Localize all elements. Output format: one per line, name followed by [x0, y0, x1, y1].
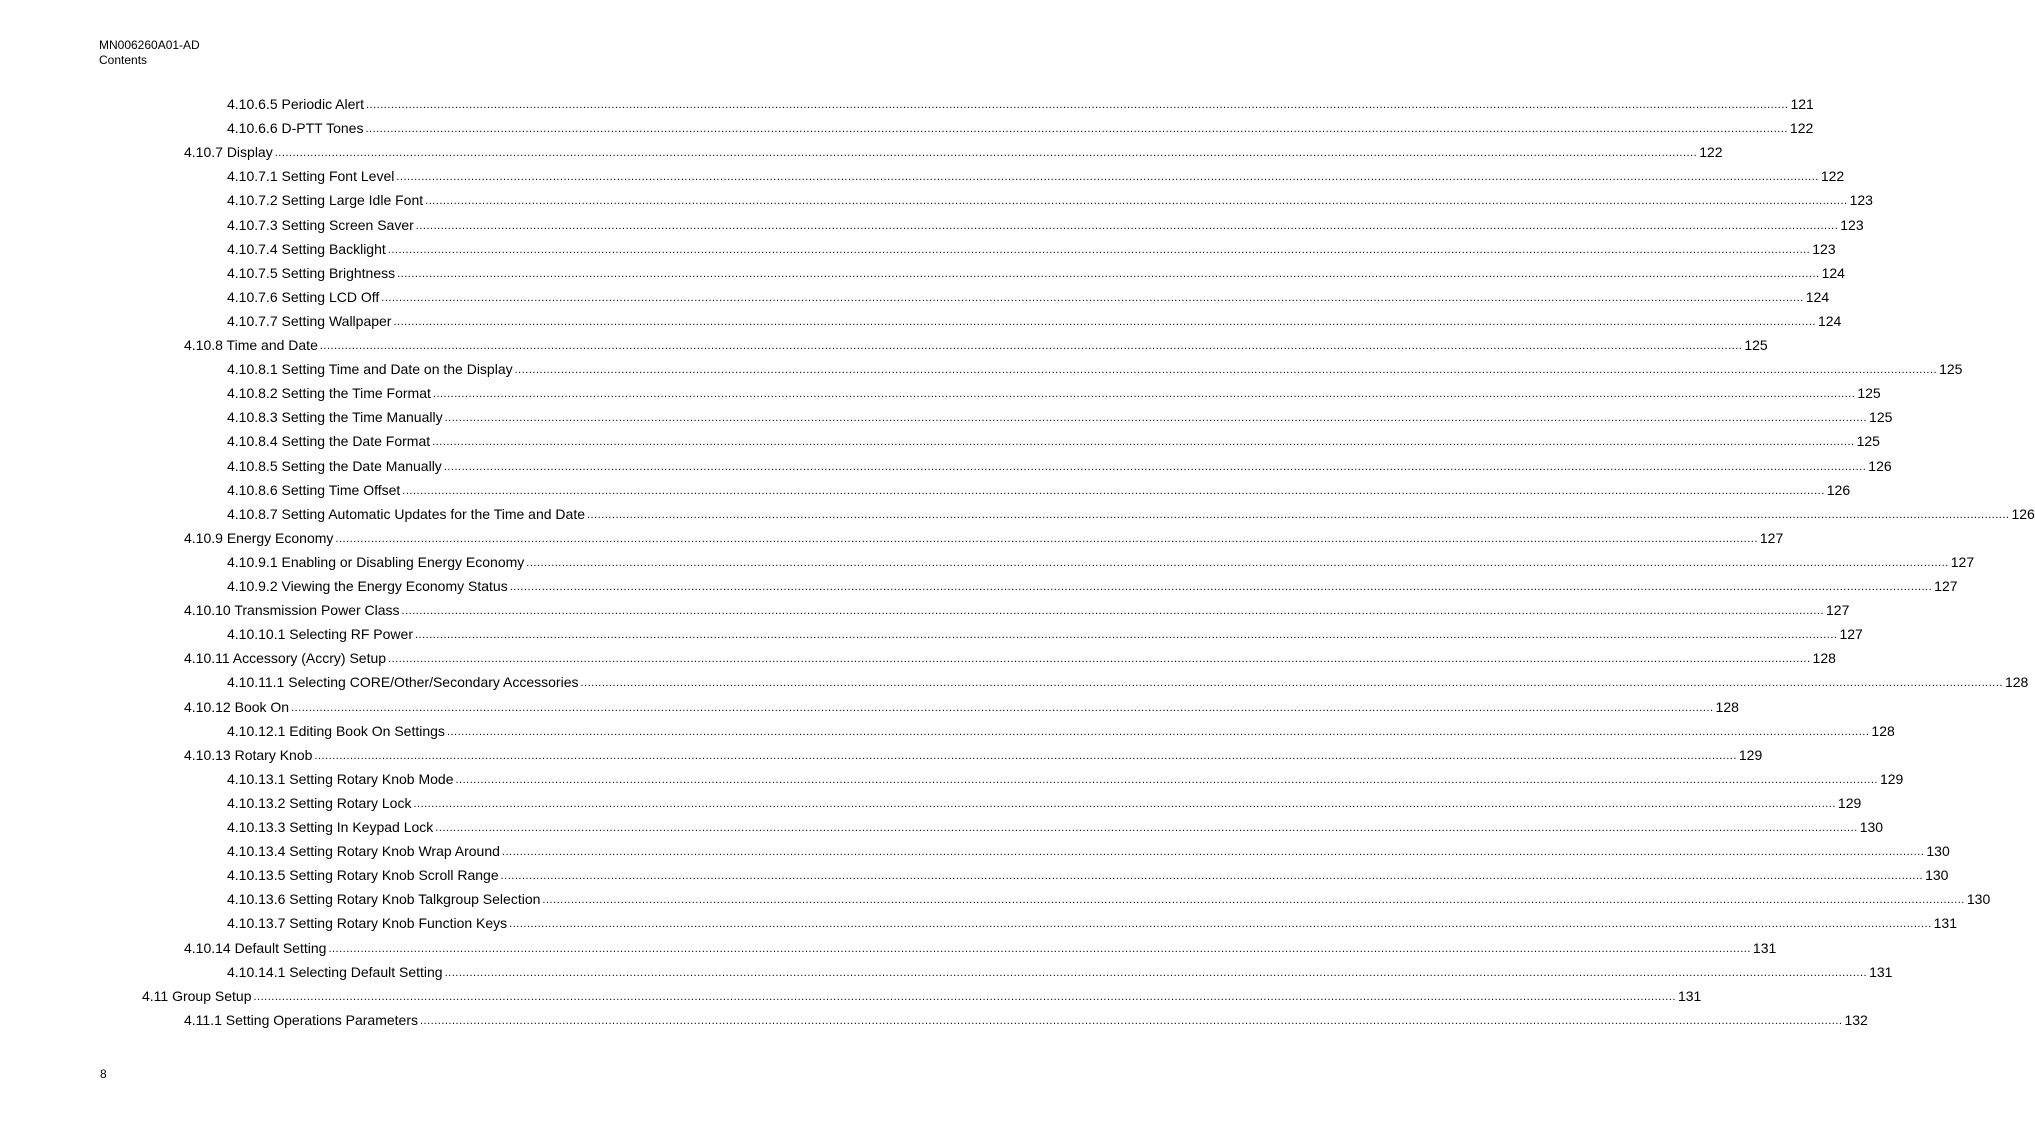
- toc-entry[interactable]: [184, 332, 1768, 354]
- dot-leader: ................................................................................................................................................................................................................................................................................................................................................................................................................: [509, 918, 1932, 931]
- toc-entry-title: 4.10.7.3 Setting Screen Saver: [227, 216, 414, 233]
- toc-entry[interactable]: [227, 718, 1895, 740]
- toc-entry[interactable]: [227, 838, 1950, 860]
- toc-entry-title: 4.10.13.4 Setting Rotary Knob Wrap Around: [227, 843, 500, 860]
- toc-entry-page: 122: [1699, 144, 1723, 161]
- toc-entry-page: 125: [1744, 337, 1768, 353]
- page-header: [99, 38, 200, 68]
- toc-entry-page: 128: [1871, 722, 1895, 739]
- toc-entry-title: 4.10.13.6 Setting Rotary Knob Talkgroup Selection: [227, 891, 541, 908]
- toc-entry-title: 4.10.13.1 Setting Rotary Knob Mode: [227, 770, 454, 787]
- toc-entry[interactable]: [227, 501, 2035, 523]
- toc-entry-title: 4.10.7.6 Setting LCD Off: [227, 288, 380, 305]
- toc-entry-title: 4.10.8.4 Setting the Date Format: [227, 433, 431, 450]
- toc-entry-page: 129: [1879, 770, 1904, 787]
- dot-leader: ................................................................................................................................................................................................................................................................................................................................................................................................................: [500, 870, 1924, 883]
- dot-leader: ................................................................................................................................................................................................................................................................................................................................................................................................................: [415, 629, 1838, 642]
- toc-entry[interactable]: [184, 645, 1836, 667]
- toc-entry-title: 4.10.7.7 Setting Wallpaper: [227, 312, 392, 329]
- toc-entry-page: 127: [1839, 626, 1863, 643]
- toc-entry[interactable]: [227, 212, 1864, 234]
- toc-entry-page: 131: [1677, 987, 1702, 1004]
- toc-entry-page: 123: [1812, 240, 1836, 257]
- toc-entry[interactable]: [184, 597, 1850, 619]
- toc-entry-title: 4.10.8.2 Setting the Time Format: [227, 385, 431, 402]
- toc-entry-page: 129: [1738, 746, 1763, 763]
- toc-entry-page: 128: [1715, 698, 1739, 715]
- toc-entry-title: 4.10.10.1 Selecting RF Power: [227, 626, 413, 643]
- toc-entry-title: 4.10.9 Energy Economy: [184, 529, 334, 546]
- toc-entry[interactable]: [184, 935, 1777, 957]
- toc-entry-page: 130: [1925, 867, 1949, 884]
- toc-entry-page: 130: [1859, 819, 1884, 835]
- toc-entry-page: 121: [1790, 96, 1814, 112]
- toc-entry-page: 122: [1820, 168, 1845, 185]
- toc-entry-page: 127: [1826, 602, 1850, 619]
- dot-leader: ................................................................................................................................................................................................................................................................................................................................................................................................................: [415, 219, 1839, 232]
- toc-entry-title: 4.10.9.1 Enabling or Disabling Energy Economy: [227, 553, 525, 570]
- toc-entry-title: 4.10.7.2 Setting Large Idle Font: [227, 192, 424, 209]
- dot-leader: ................................................................................................................................................................................................................................................................................................................................................................................................................: [413, 797, 1836, 810]
- toc-entry-title: 4.10.8.6 Setting Time Offset: [227, 481, 401, 498]
- toc-entry-page: 124: [1821, 264, 1845, 281]
- dot-leader: ................................................................................................................................................................................................................................................................................................................................................................................................................: [444, 966, 1868, 979]
- dot-leader: ................................................................................................................................................................................................................................................................................................................................................................................................................: [444, 412, 1868, 425]
- toc-entry-page: 131: [1933, 915, 1957, 932]
- dot-leader: ................................................................................................................................................................................................................................................................................................................................................................................................................: [509, 581, 1933, 593]
- toc-entry[interactable]: [227, 669, 2029, 691]
- toc-entry[interactable]: [227, 260, 1845, 282]
- toc-entry-title: 4.10.12 Book On: [184, 698, 290, 715]
- toc-entry[interactable]: [227, 163, 1845, 185]
- toc-entry-page: 124: [1805, 288, 1830, 305]
- toc-entry-page: 123: [1840, 216, 1864, 233]
- toc-entry-page: 130: [1926, 843, 1950, 860]
- toc-entry[interactable]: [227, 814, 1884, 836]
- toc-entry[interactable]: [227, 428, 1880, 450]
- dot-leader: ................................................................................................................................................................................................................................................................................................................................................................................................................: [387, 243, 1811, 256]
- toc-entry-title: 4.10.13.5 Setting Rotary Knob Scroll Range: [227, 867, 499, 884]
- dot-leader: ................................................................................................................................................................................................................................................................................................................................................................................................................: [526, 556, 1949, 569]
- dot-leader: ................................................................................................................................................................................................................................................................................................................................................................................................................: [455, 773, 1878, 786]
- dot-leader: ................................................................................................................................................................................................................................................................................................................................................................................................................: [402, 484, 1825, 497]
- toc-entry-page: 126: [1868, 457, 1892, 474]
- dot-leader: ................................................................................................................................................................................................................................................................................................................................................................................................................: [253, 990, 1676, 1003]
- toc-entry[interactable]: [227, 910, 1957, 932]
- dot-leader: ................................................................................................................................................................................................................................................................................................................................................................................................................: [328, 942, 1751, 955]
- toc-entry-title: 4.10.10 Transmission Power Class: [184, 602, 400, 619]
- dot-leader: ................................................................................................................................................................................................................................................................................................................................................................................................................: [443, 460, 1867, 473]
- toc-entry-title: 4.10.14.1 Selecting Default Setting: [227, 963, 443, 980]
- toc-entry-title: 4.10.13 Rotary Knob: [184, 746, 313, 763]
- toc-entry-page: 125: [1856, 433, 1880, 450]
- dot-leader: ................................................................................................................................................................................................................................................................................................................................................................................................................: [580, 677, 2003, 690]
- dot-leader: ................................................................................................................................................................................................................................................................................................................................................................................................................: [542, 894, 1965, 907]
- toc-entry-title: 4.10.7.1 Setting Font Level: [227, 168, 395, 185]
- dot-leader: ................................................................................................................................................................................................................................................................................................................................................................................................................: [446, 725, 1870, 738]
- toc-entry[interactable]: [227, 477, 1851, 499]
- page-number: 8: [100, 1067, 107, 1081]
- toc-entry[interactable]: [227, 621, 1863, 643]
- toc-entry-title: 4.10.13.2 Setting Rotary Lock: [227, 794, 412, 811]
- toc-entry-title: 4.10.8.1 Setting Time and Date on the Display: [227, 361, 513, 378]
- toc-entry-title: 4.10.13.3 Setting In Keypad Lock: [227, 819, 434, 835]
- toc-entry-page: 127: [1759, 529, 1784, 546]
- dot-leader: ................................................................................................................................................................................................................................................................................................................................................................................................................: [432, 436, 1855, 449]
- toc-entry[interactable]: [227, 453, 1892, 475]
- toc-entry[interactable]: [227, 356, 1963, 378]
- toc-entry[interactable]: [227, 959, 1893, 981]
- toc-entry[interactable]: [227, 404, 1893, 426]
- toc-entry-title: 4.10.11 Accessory (Accry) Setup: [184, 650, 387, 667]
- toc-entry-title: 4.10.8.7 Setting Automatic Updates for the Time and Date: [227, 505, 585, 522]
- dot-leader: ................................................................................................................................................................................................................................................................................................................................................................................................................: [419, 1014, 1843, 1027]
- toc-entry[interactable]: [184, 1007, 1868, 1029]
- toc-entry-page: 122: [1789, 120, 1814, 137]
- toc-entry[interactable]: [227, 187, 1873, 209]
- dot-leader: ................................................................................................................................................................................................................................................................................................................................................................................................................: [393, 315, 1816, 328]
- toc-entry[interactable]: [227, 790, 1862, 812]
- toc-entry[interactable]: [227, 862, 1949, 884]
- document-id: MN006260A01-AD: [99, 38, 200, 52]
- toc-entry-title: 4.10.12.1 Editing Book On Settings: [227, 722, 445, 739]
- toc-entry-page: 128: [2004, 674, 2029, 691]
- toc-entry[interactable]: [184, 694, 1739, 716]
- dot-leader: ................................................................................................................................................................................................................................................................................................................................................................................................................: [365, 99, 1789, 111]
- toc-entry-page: 129: [1837, 794, 1862, 811]
- section-title: Contents: [99, 53, 148, 67]
- dot-leader: ................................................................................................................................................................................................................................................................................................................................................................................................................: [396, 171, 1819, 184]
- toc-entry-title: 4.10.8.3 Setting the Time Manually: [227, 409, 443, 426]
- toc-entry-title: 4.11 Group Setup: [142, 987, 252, 1004]
- toc-entry[interactable]: [227, 380, 1881, 402]
- dot-leader: ................................................................................................................................................................................................................................................................................................................................................................................................................: [291, 701, 1714, 714]
- toc-entry-page: 125: [1939, 361, 1963, 378]
- toc-entry-title: 4.10.6.5 Periodic Alert: [227, 96, 364, 112]
- toc-entry-page: 128: [1812, 650, 1836, 667]
- toc-entry-title: 4.10.14 Default Setting: [184, 939, 327, 956]
- toc-entry-page: 123: [1849, 192, 1873, 209]
- toc-entry[interactable]: [184, 525, 1784, 547]
- toc-entry-page: 126: [1826, 481, 1851, 498]
- toc-entry[interactable]: [227, 91, 1814, 113]
- toc-entry-title: 4.10.7 Display: [184, 144, 273, 161]
- dot-leader: ................................................................................................................................................................................................................................................................................................................................................................................................................: [514, 364, 1938, 377]
- toc-entry-page: 125: [1857, 385, 1881, 402]
- toc-entry-page: 126: [2011, 505, 2035, 522]
- toc-entry[interactable]: [227, 308, 1842, 330]
- toc-entry-title: 4.10.13.7 Setting Rotary Knob Function Keys: [227, 915, 508, 932]
- toc-entry[interactable]: [227, 284, 1830, 306]
- dot-leader: ................................................................................................................................................................................................................................................................................................................................................................................................................: [587, 508, 2010, 521]
- dot-leader: ................................................................................................................................................................................................................................................................................................................................................................................................................: [432, 388, 1856, 401]
- toc-entry-page: 131: [1869, 963, 1893, 980]
- toc-entry-title: 4.11.1 Setting Operations Parameters: [184, 1011, 418, 1028]
- toc-entry[interactable]: [227, 115, 1814, 137]
- dot-leader: ................................................................................................................................................................................................................................................................................................................................................................................................................: [501, 846, 1925, 859]
- dot-leader: ................................................................................................................................................................................................................................................................................................................................................................................................................: [314, 749, 1737, 762]
- toc-entry[interactable]: [227, 573, 1958, 595]
- toc-entry-page: 127: [1934, 578, 1958, 594]
- toc-entry-page: 127: [1950, 553, 1975, 570]
- toc-entry-title: 4.10.6.6 D-PTT Tones: [227, 120, 364, 137]
- toc-entry-title: 4.10.7.4 Setting Backlight: [227, 240, 386, 257]
- toc-entry-page: 124: [1817, 312, 1842, 329]
- dot-leader: ................................................................................................................................................................................................................................................................................................................................................................................................................: [274, 147, 1698, 160]
- toc-entry[interactable]: [227, 766, 1904, 788]
- toc-entry[interactable]: [184, 139, 1723, 161]
- toc-entry-page: 131: [1752, 939, 1777, 956]
- toc-entry-title: 4.10.9.2 Viewing the Energy Economy Status: [227, 578, 508, 594]
- dot-leader: ................................................................................................................................................................................................................................................................................................................................................................................................................: [435, 822, 1858, 834]
- toc-entry-page: 130: [1966, 891, 1991, 908]
- dot-leader: ................................................................................................................................................................................................................................................................................................................................................................................................................: [365, 123, 1788, 136]
- toc-entry-title: 4.10.8.5 Setting the Date Manually: [227, 457, 442, 474]
- toc-entry[interactable]: [184, 742, 1763, 764]
- dot-leader: ................................................................................................................................................................................................................................................................................................................................................................................................................: [425, 195, 1848, 208]
- toc-entry-title: 4.10.8 Time and Date: [184, 337, 318, 353]
- dot-leader: ................................................................................................................................................................................................................................................................................................................................................................................................................: [397, 267, 1820, 280]
- dot-leader: ................................................................................................................................................................................................................................................................................................................................................................................................................: [401, 605, 1825, 618]
- dot-leader: ................................................................................................................................................................................................................................................................................................................................................................................................................: [319, 340, 1743, 352]
- dot-leader: ................................................................................................................................................................................................................................................................................................................................................................................................................: [388, 653, 1811, 666]
- toc-entry-page: 125: [1869, 409, 1893, 426]
- toc-entry[interactable]: [227, 236, 1836, 258]
- toc-entry[interactable]: [142, 983, 1702, 1005]
- toc-entry-title: 4.10.11.1 Selecting CORE/Other/Secondary Accessories: [227, 674, 579, 691]
- toc-entry-title: 4.10.7.5 Setting Brightness: [227, 264, 396, 281]
- toc-entry-page: 132: [1844, 1011, 1868, 1028]
- dot-leader: ................................................................................................................................................................................................................................................................................................................................................................................................................: [381, 291, 1804, 304]
- dot-leader: ................................................................................................................................................................................................................................................................................................................................................................................................................: [335, 532, 1758, 545]
- toc-entry[interactable]: [227, 549, 1975, 571]
- toc-entry[interactable]: [227, 886, 1991, 908]
